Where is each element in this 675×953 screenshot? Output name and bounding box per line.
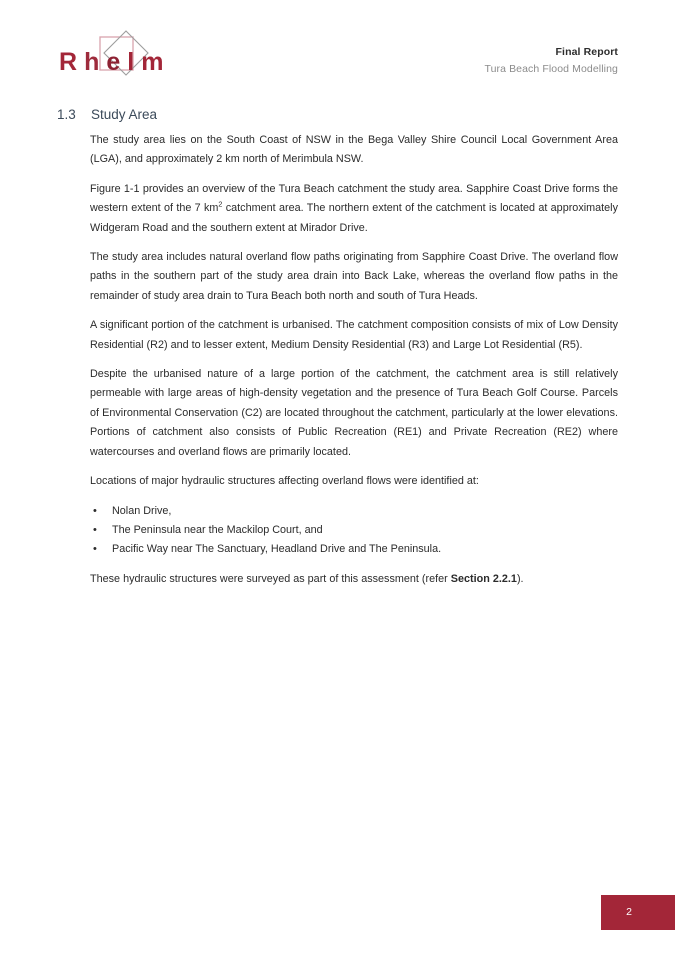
paragraph-7-text-a: These hydraulic structures were surveyed as part of this assessment (refer	[90, 572, 451, 585]
logo-letter-h: h	[84, 48, 107, 76]
page-header	[0, 0, 675, 100]
body-text-block	[90, 131, 618, 589]
paragraph-4: A significant portion of the catchment is urbanised. The catchment composition consists of mix of Low Density Residential (R2) and to lesser extent, Medium Density Residential (R3) and Large Lot Residential (R5).	[90, 319, 618, 351]
list-item-label: Nolan Drive,	[112, 504, 172, 517]
logo-letter-l: l	[127, 48, 142, 76]
header-title: Final Report	[555, 46, 618, 58]
section-heading	[57, 104, 675, 126]
paragraph-6: Locations of major hydraulic structures affecting overland flows were identified at:	[90, 475, 479, 488]
logo-letter-m: m	[141, 48, 171, 76]
logo-letter-e: e	[106, 48, 128, 76]
bullet-icon: •	[93, 543, 97, 556]
section-title: Study Area	[91, 107, 158, 122]
logo-wordmark	[59, 49, 170, 76]
superscript-square: 2	[218, 199, 223, 209]
list-item-label: Pacific Way near The Sanctuary, Headland Drive and The Peninsula.	[112, 543, 442, 556]
hydraulic-structures-list	[90, 502, 618, 560]
bullet-icon: •	[93, 504, 97, 517]
section-reference: Section 2.2.1	[450, 572, 517, 585]
paragraph-2-text-b: catchment area. The northern extent of the catchment is located at approximately Widgeram Road and the southern extent at Mirador Drive.	[90, 202, 619, 234]
section-number: 1.3	[57, 107, 76, 122]
paragraph-2-text-a: Figure 1-1 provides an overview of the Tura Beach catchment the study area. Sapphire Coast Drive forms the western extent of the 7 km	[90, 182, 618, 215]
list-item	[90, 521, 618, 540]
footer-page-box	[601, 895, 675, 930]
list-item	[90, 540, 618, 559]
paragraph-7	[90, 570, 618, 589]
rhelm-logo	[57, 28, 187, 83]
header-subtitle: Tura Beach Flood Modelling	[484, 63, 618, 75]
bullet-icon: •	[93, 523, 97, 536]
paragraph-5: Despite the urbanised nature of a large portion of the catchment, the catchment area is still relatively permeable with large areas of high-density vegetation and the presence of Tura Beach Golf Course. Parcels of Environmental Conservation (C2) are located throughout the catchment, particularly at the lower elevations. Portions of catchment also consists of Public Recreation (RE1) and Private Recreation (RE2) where watercourses and overland flows are primarily located.	[90, 368, 618, 458]
page-number: 2	[626, 906, 632, 918]
header-text-block	[288, 44, 618, 77]
paragraph-7-text-b: ).	[516, 572, 524, 585]
logo-letter-r: R	[59, 48, 85, 76]
list-item	[90, 502, 618, 521]
paragraph-1: The study area lies on the South Coast of NSW in the Bega Valley Shire Council Local Government Area (LGA), and approximately 2 km north of Merimbula NSW.	[90, 134, 618, 166]
page-content	[0, 104, 675, 599]
paragraph-2	[90, 180, 618, 238]
paragraph-3: The study area includes natural overland flow paths originating from Sapphire Coast Drive. The overland flow paths in the southern part of the study area drain into Back Lake, whereas the overland flow paths in the remainder of study area drain to Tura Beach both north and south of Tura Heads.	[90, 251, 618, 302]
list-item-label: The Peninsula near the Mackilop Court, and	[112, 523, 323, 536]
